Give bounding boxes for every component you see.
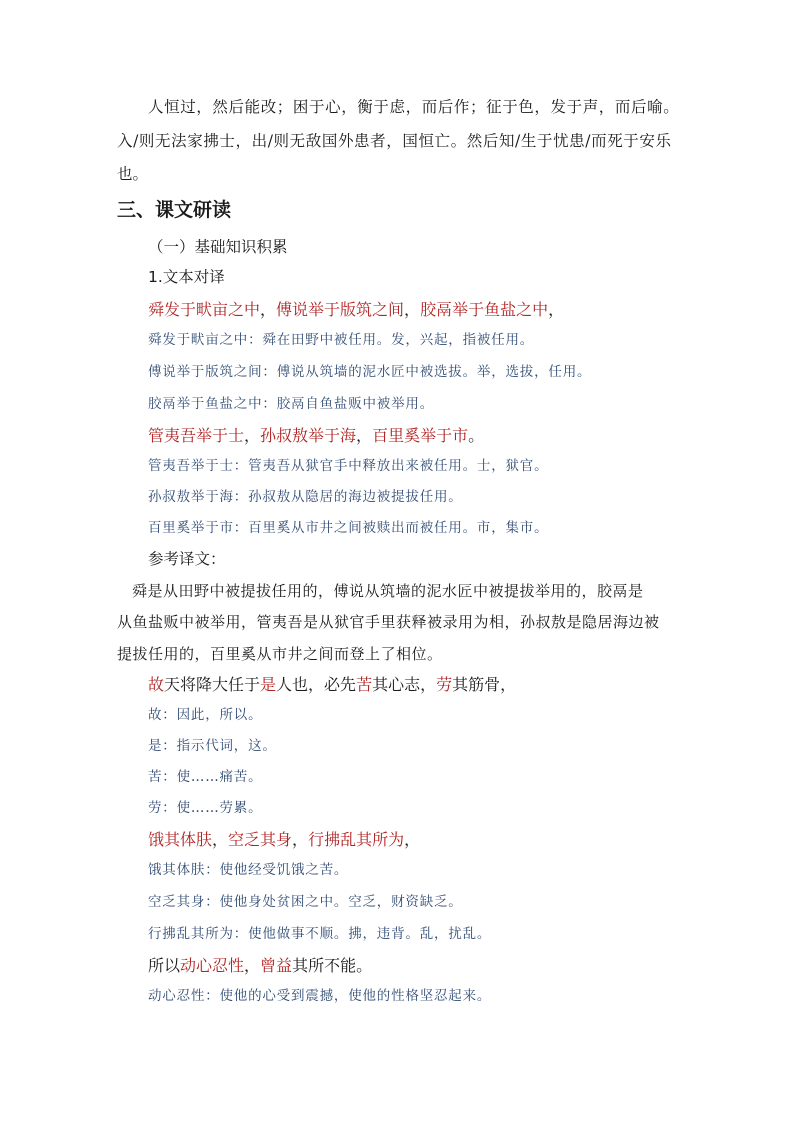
highlighted-phrase: 管夷吾举于士 xyxy=(148,426,245,445)
section-heading: 三、课文研读 xyxy=(117,199,232,221)
punctuation: ， xyxy=(260,300,277,319)
punctuation: ， xyxy=(244,426,261,445)
highlighted-phrase: 百里奚举于市 xyxy=(372,426,469,445)
highlighted-phrase: 饿其体肤 xyxy=(148,830,213,849)
highlighted-phrase: 舜发于畎亩之中 xyxy=(148,300,261,319)
highlighted-phrase: 行拂乱其所为 xyxy=(308,830,405,849)
highlighted-phrase: 动心忍性 xyxy=(180,956,245,975)
plain-phrase: 所以 xyxy=(148,956,181,975)
item-heading: 1.文本对译 xyxy=(148,268,225,286)
annotation-line: 动心忍性：使他的心受到震撼，使他的性格坚忍起来。 xyxy=(148,988,492,1004)
highlighted-phrase: 曾益 xyxy=(260,956,293,975)
annotation-line: 苦：使……痛苦。 xyxy=(148,769,263,785)
annotation-line: 管夷吾举于士：管夷吾从狱官手中释放出来被任用。士，狱官。 xyxy=(148,458,549,474)
original-text-line xyxy=(148,832,420,848)
intro-line-3: 也。 xyxy=(117,165,149,183)
original-text-line xyxy=(148,677,516,693)
annotation-line: 空乏其身：使他身处贫困之中。空乏，财资缺乏。 xyxy=(148,894,463,910)
intro-line-2: 入/则无法家拂士，出/则无敌国外患者，国恒亡。然后知/生于忧患/而死于安乐 xyxy=(117,132,672,150)
subsection-heading: （一）基础知识积累 xyxy=(148,238,288,256)
punctuation: ， xyxy=(404,300,421,319)
reference-line: 从鱼盐贩中被举用，管夷吾是从狱官手里获释被录用为相，孙叔敖是隐居海边被 xyxy=(117,613,660,631)
plain-phrase: 其所不能。 xyxy=(292,956,373,975)
plain-phrase: 其心志， xyxy=(372,675,437,694)
highlighted-phrase: 空乏其身 xyxy=(228,830,293,849)
highlighted-phrase: 傅说举于版筑之间 xyxy=(276,300,405,319)
reference-label: 参考译文： xyxy=(148,550,226,568)
highlighted-phrase: 胶鬲举于鱼盐之中 xyxy=(420,300,549,319)
annotation-line: 行拂乱其所为：使他做事不顺。拂，违背。乱，扰乱。 xyxy=(148,926,492,942)
punctuation: ， xyxy=(548,300,565,319)
annotation-line: 是：指示代词，这。 xyxy=(148,738,277,754)
annotation-line: 饿其体肤：使他经受饥饿之苦。 xyxy=(148,862,349,878)
highlighted-phrase: 是 xyxy=(260,675,277,694)
original-text-line xyxy=(148,428,484,444)
annotation-line: 故：因此，所以。 xyxy=(148,707,263,723)
reference-line: 提拔任用的，百里奚从市井之间而登上了相位。 xyxy=(117,645,443,663)
highlighted-phrase: 孙叔敖举于海 xyxy=(260,426,357,445)
annotation-line: 百里奚举于市：百里奚从市井之间被赎出而被任用。市，集市。 xyxy=(148,520,549,536)
original-text-line xyxy=(148,302,564,318)
annotation-line: 傅说举于版筑之间：傅说从筑墙的泥水匠中被选拔。举，选拔，任用。 xyxy=(148,364,592,380)
punctuation: ， xyxy=(404,830,421,849)
annotation-line: 孙叔敖举于海：孙叔敖从隐居的海边被提拔任用。 xyxy=(148,489,463,505)
plain-phrase: 其筋骨， xyxy=(452,675,517,694)
highlighted-phrase: 故 xyxy=(148,675,165,694)
punctuation: ， xyxy=(244,956,261,975)
plain-phrase: 人也，必先 xyxy=(276,675,357,694)
highlighted-phrase: 劳 xyxy=(436,675,453,694)
annotation-line: 舜发于畎亩之中：舜在田野中被任用。发，兴起，指被任用。 xyxy=(148,332,535,348)
plain-phrase: 天将降大任于 xyxy=(164,675,261,694)
reference-line: 舜是从田野中被提拔任用的，傅说从筑墙的泥水匠中被提拔举用的，胶鬲是 xyxy=(132,582,644,600)
annotation-line: 劳：使……劳累。 xyxy=(148,800,263,816)
annotation-line: 胶鬲举于鱼盐之中：胶鬲自鱼盐贩中被举用。 xyxy=(148,396,434,412)
highlighted-phrase: 苦 xyxy=(356,675,373,694)
original-text-line xyxy=(148,958,372,974)
punctuation: ， xyxy=(292,830,309,849)
punctuation: ， xyxy=(212,830,229,849)
punctuation: 。 xyxy=(468,426,485,445)
punctuation: ， xyxy=(356,426,373,445)
intro-line-1: 人恒过，然后能改；困于心，衡于虑，而后作；征于色，发于声，而后喻。 xyxy=(148,98,680,116)
